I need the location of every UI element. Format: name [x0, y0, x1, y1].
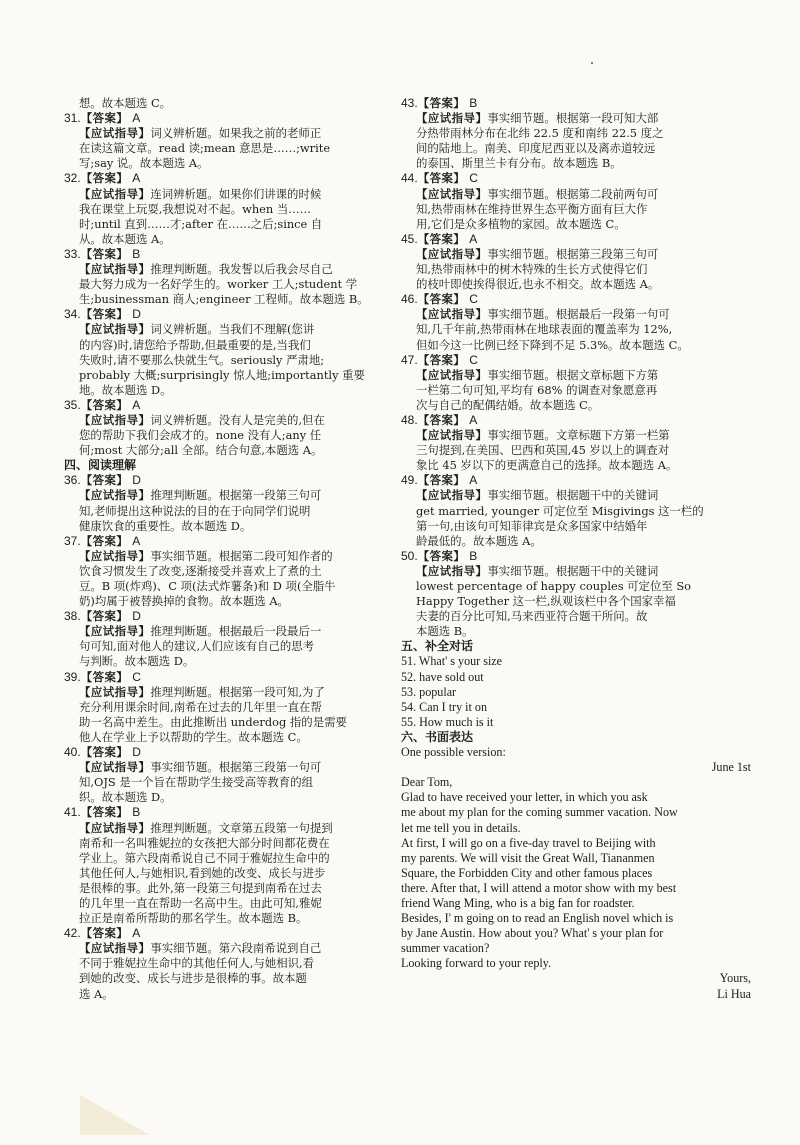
- explanation-text: 本题选 B。: [416, 624, 474, 639]
- explanation-text: 用,它们是众多植物的家园。故本题选 C。: [416, 216, 626, 231]
- explanation-text: 何;most 大部分;all 全部。结合句意,本题选 A。: [79, 443, 323, 458]
- explanation-text: 词义辨析题。如果我之前的老师正: [150, 126, 322, 141]
- explanation-text: 知,热带雨林中的树木特殊的生长方式使得它们: [416, 262, 648, 277]
- answer-label: 【答案】: [417, 412, 466, 427]
- explanation-text: 时;until 直到……才;after 在……之后;since 自: [79, 216, 323, 231]
- explanation-text: 分热带雨林分布在北纬 22.5 度和南纬 22.5 度之: [416, 126, 664, 141]
- essay-line: Besides, I' m going on to read an English novel which is: [401, 911, 674, 926]
- answer-label: 【答案】: [80, 533, 129, 548]
- explanation-text: 最大努力成为一名好学生的。worker 工人;student 学: [79, 277, 358, 292]
- explanation-text: 事实细节题。根据第二段前两句可: [487, 186, 659, 201]
- guide-line: [401, 428, 751, 443]
- explanation-text: 事实细节题。根据第三段第三句可: [487, 246, 659, 261]
- essay-line: friend Wang Ming, who is a big fan for roadster.: [401, 895, 635, 910]
- answer-value: A: [132, 533, 141, 548]
- essay-line: me about my plan for the coming summer vacation. Now: [401, 805, 678, 820]
- answer-value: C: [469, 352, 478, 367]
- explanation-text: 生;businessman 商人;engineer 工程师。故本题选 B。: [79, 292, 369, 307]
- guide-label: 【应试指导】: [79, 186, 151, 201]
- explanation-text: get married, younger 可定位至 Misgivings 这一栏的: [416, 503, 704, 518]
- question-number: 37.: [64, 533, 81, 548]
- answer-label: 【答案】: [417, 96, 466, 110]
- guide-line: [64, 488, 396, 503]
- answer-label: 【答案】: [80, 397, 129, 412]
- explanation-text: 写;say 说。故本题选 A。: [79, 156, 209, 171]
- answer-value: D: [132, 473, 141, 488]
- essay-line: summer vacation?: [401, 941, 490, 956]
- answer-header: [64, 926, 396, 941]
- explanation-text: probably 大概;surprisingly 惊人地;importantly 重要: [79, 367, 365, 382]
- answer-label: 【答案】: [80, 745, 129, 760]
- explanation-text: 您的帮助下我们会成才的。none 没有人;any 任: [79, 428, 322, 443]
- answer-label: 【答案】: [417, 352, 466, 367]
- explanation-text: 其他任何人,与她相识,看到她的改变、成长与进步: [79, 865, 326, 880]
- guide-label: 【应试指导】: [416, 428, 488, 443]
- guide-label: 【应试指导】: [79, 624, 151, 639]
- answer-label: 【答案】: [417, 548, 466, 563]
- explanation-text: 在读这篇文章。read 读;mean 意思是……;write: [79, 141, 331, 156]
- guide-line: [64, 549, 396, 564]
- answer-header: [64, 111, 396, 126]
- answer-value: A: [132, 926, 141, 941]
- explanation-text: 织。故本题选 D。: [79, 790, 172, 805]
- explanation-text: 健康饮食的重要性。故本题选 D。: [79, 518, 252, 533]
- guide-label: 【应试指导】: [79, 262, 151, 277]
- guide-line: [401, 111, 751, 126]
- answer-value: B: [132, 805, 141, 820]
- question-number: 38.: [64, 609, 81, 624]
- answer-header: [64, 247, 396, 262]
- explanation-text: 第一句,由该句可知菲律宾是众多国家中结婚年: [416, 518, 648, 533]
- question-number: 43.: [401, 96, 418, 110]
- guide-line: [64, 624, 396, 639]
- explanation-text: lowest percentage of happy couples 可定位至 So: [416, 579, 692, 593]
- explanation-text: 与判断。故本题选 D。: [79, 654, 195, 669]
- answer-label: 【答案】: [80, 307, 129, 322]
- guide-line: [64, 760, 396, 775]
- explanation-text: 推理判断题。根据最后一段最后一: [150, 624, 322, 639]
- essay-line: my parents. We will visit the Great Wall, Tiananmen: [401, 850, 655, 865]
- guide-line: [64, 262, 396, 277]
- answer-label: 【答案】: [417, 473, 466, 488]
- guide-label: 【应试指导】: [416, 488, 488, 503]
- guide-line: [64, 322, 396, 337]
- guide-label: 【应试指导】: [416, 246, 488, 261]
- answer-value: A: [469, 473, 478, 488]
- explanation-text: 推理判断题。根据第一段第三句可: [150, 488, 322, 503]
- explanation-text: 知,老师提出这种说法的目的在于向同学们说明: [79, 503, 311, 518]
- essay-line: 51. What' s your size: [401, 654, 503, 669]
- answer-value: D: [132, 307, 141, 322]
- explanation-text: 选 A。: [79, 986, 114, 1001]
- explanation-text: 我在课堂上玩耍,我想说对不起。when 当……: [79, 201, 312, 216]
- guide-line: [64, 413, 396, 428]
- guide-label: 【应试指导】: [416, 563, 488, 578]
- guide-line: [64, 821, 396, 836]
- explanation-text: 的几年里一直在帮助一名高中生。由此可知,雅妮: [79, 895, 322, 910]
- explanation-text: 到她的改变、成长与进步是很棒的事。故本题: [79, 971, 307, 986]
- explanation-text: 学业上。第六段南希说自己不同于雅妮拉生命中的: [79, 850, 330, 865]
- question-number: 40.: [64, 745, 81, 760]
- explanation-text: 不同于雅妮拉生命中的其他任何人,与她相识,看: [79, 956, 315, 971]
- section-heading: 四、阅读理解: [64, 458, 137, 473]
- essay-line: Dear Tom,: [401, 775, 453, 790]
- essay-paragraph-start: Glad to have received your letter, in which you ask: [401, 790, 648, 805]
- explanation-text: 饮食习惯发生了改变,逐渐接受并喜欢上了煮的土: [79, 563, 322, 578]
- answer-header: [64, 670, 396, 685]
- answer-header: [401, 473, 751, 488]
- explanation-text: 事实细节题。根据第一段可知大部: [487, 111, 659, 126]
- guide-label: 【应试指导】: [416, 307, 488, 322]
- section-heading: 五、补全对话: [401, 639, 474, 654]
- explanation-text: 豆。B 项(炸鸡)、C 项(法式炸薯条)和 D 项(全脂牛: [79, 579, 336, 593]
- guide-line: [401, 187, 751, 202]
- answer-value: B: [469, 96, 478, 110]
- answer-label: 【答案】: [80, 669, 129, 684]
- explanation-text: 推理判断题。文章第五段第一句提到: [150, 820, 333, 835]
- answer-value: C: [132, 669, 141, 684]
- question-number: 45.: [401, 231, 418, 246]
- explanation-text: Happy Together 这一栏,纵观该栏中各个国家幸福: [416, 594, 676, 609]
- explanation-text: 词义辨析题。当我们不理解(您讲: [150, 322, 315, 337]
- answer-value: D: [132, 609, 141, 624]
- explanation-text: 知,热带雨林在维持世界生态平衡方面有巨大作: [416, 201, 648, 216]
- question-number: 47.: [401, 352, 418, 367]
- explanation-text: 句可知,面对他人的建议,人们应该有自己的思考: [79, 639, 315, 654]
- explanation-text: 想。故本题选 C。: [79, 96, 172, 110]
- essay-paragraph-start: At first, I will go on a five-day travel to Beijing with: [401, 835, 656, 850]
- guide-label: 【应试指导】: [79, 548, 151, 563]
- essay-line: let me tell you in details.: [401, 820, 521, 835]
- explanation-text: 助一名高中差生。由此推断出 underdog 指的是需要: [79, 714, 347, 729]
- answer-label: 【答案】: [80, 171, 129, 186]
- right-column: [401, 96, 751, 1002]
- essay-line: 55. How much is it: [401, 714, 494, 729]
- explanation-text: 夫妻的百分比可知,马来西亚符合题干所问。故: [416, 609, 648, 624]
- explanation-text: 的内容)时,请您给予帮助,但最重要的是,当我们: [79, 337, 311, 352]
- guide-label: 【应试指导】: [79, 488, 151, 503]
- answer-header: [64, 745, 396, 760]
- answer-value: B: [132, 246, 141, 261]
- explanation-text: 的泰国、斯里兰卡有分布。故本题选 B。: [416, 156, 622, 171]
- question-number: 34.: [64, 307, 81, 322]
- answer-label: 【答案】: [80, 609, 129, 624]
- explanation-text: 推理判断题。根据第一段可知,为了: [150, 684, 325, 699]
- guide-label: 【应试指导】: [79, 126, 151, 141]
- essay-line: 53. popular: [401, 684, 457, 699]
- answer-value: D: [132, 745, 141, 760]
- answer-label: 【答案】: [80, 926, 129, 941]
- question-number: 39.: [64, 669, 81, 684]
- essay-right-aligned: June 1st: [711, 760, 751, 775]
- question-number: 41.: [64, 805, 81, 820]
- guide-line: [401, 564, 751, 579]
- explanation-text: 从。故本题选 A。: [79, 231, 171, 246]
- explanation-text: 南希和一名叫雅妮拉的女孩把大部分时间都花费在: [79, 835, 330, 850]
- guide-line: [401, 368, 751, 383]
- left-column: [64, 96, 396, 1002]
- guide-label: 【应试指导】: [79, 820, 151, 835]
- explanation-text: 龄最低的。故本题选 A。: [416, 533, 542, 548]
- answer-label: 【答案】: [80, 111, 129, 126]
- explanation-text: 连词辨析题。如果你们讲课的时候: [150, 186, 322, 201]
- explanation-text: 事实细节题。根据最后一段第一句可: [487, 307, 670, 322]
- page-corner-decoration: [80, 1095, 150, 1135]
- explanation-text: 三句提到,在美国、巴西和英国,45 岁以上的调查对: [416, 443, 670, 458]
- answer-header: [64, 534, 396, 549]
- guide-label: 【应试指导】: [416, 186, 488, 201]
- explanation-text: 次与自己的配偶结婚。故本题选 C。: [416, 397, 600, 412]
- question-number: 33.: [64, 246, 81, 261]
- answer-header: [401, 413, 751, 428]
- answer-value: A: [132, 111, 141, 126]
- question-number: 46.: [401, 292, 418, 307]
- explanation-text: 事实细节题。根据第二段可知作者的: [150, 548, 333, 563]
- essay-line: 54. Can I try it on: [401, 699, 487, 714]
- explanation-text: 知,OJS 是一个旨在帮助学生接受高等教育的组: [79, 775, 313, 790]
- explanation-text: 推理判断题。我发誓以后我会尽自己: [150, 262, 333, 277]
- explanation-text: 事实细节题。文章标题下方第一栏第: [487, 428, 670, 443]
- guide-line: [401, 307, 751, 322]
- explanation-text: 事实细节题。根据文章标题下方第: [487, 367, 659, 382]
- page-speck: [591, 62, 593, 64]
- answer-label: 【答案】: [417, 171, 466, 186]
- explanation-text: 一栏第二句可知,平均有 68% 的调查对象愿意再: [416, 382, 658, 397]
- explanation-text: 事实细节题。第六段南希说到自己: [150, 941, 322, 956]
- guide-label: 【应试指导】: [416, 367, 488, 382]
- answer-value: A: [469, 231, 478, 246]
- guide-line: [64, 941, 396, 956]
- explanation-text: 间的陆地上。南美、印度尼西亚以及离赤道较远: [416, 141, 656, 156]
- answer-label: 【答案】: [417, 231, 466, 246]
- answer-value: A: [469, 412, 478, 427]
- answer-header: [64, 473, 396, 488]
- explanation-text: 词义辨析题。没有人是完美的,但在: [150, 412, 325, 427]
- guide-line: [401, 488, 751, 503]
- question-number: 44.: [401, 171, 418, 186]
- question-number: 31.: [64, 111, 81, 126]
- answer-header: [64, 805, 396, 820]
- answer-value: B: [469, 548, 478, 563]
- answer-header: [64, 307, 396, 322]
- explanation-text: 的枝叶即使挨得很近,也永不相交。故本题选 A。: [416, 277, 660, 292]
- guide-label: 【应试指导】: [416, 111, 488, 126]
- essay-line: 52. have sold out: [401, 669, 484, 684]
- answer-header: [401, 171, 751, 186]
- answer-header: [401, 292, 751, 307]
- essay-line: Square, the Forbidden City and other famous places: [401, 865, 653, 880]
- explanation-text: 奶)均属于被替换掉的食物。故本题选 A。: [79, 594, 289, 609]
- guide-line: [401, 247, 751, 262]
- answer-value: A: [132, 397, 141, 412]
- essay-right-aligned: Yours,: [719, 971, 751, 986]
- answer-label: 【答案】: [80, 473, 129, 488]
- explanation-text: 是很棒的事。此外,第一段第三句提到南希在过去: [79, 880, 322, 895]
- essay-line: One possible version:: [401, 745, 506, 760]
- guide-line: [64, 685, 396, 700]
- answer-header: [64, 171, 396, 186]
- guide-label: 【应试指导】: [79, 412, 151, 427]
- guide-label: 【应试指导】: [79, 322, 151, 337]
- question-number: 48.: [401, 412, 418, 427]
- question-number: 42.: [64, 926, 81, 941]
- question-number: 50.: [401, 548, 418, 563]
- explanation-text: 事实细节题。根据题干中的关键词: [487, 563, 659, 578]
- answer-label: 【答案】: [80, 246, 129, 261]
- explanation-text: 事实细节题。根据题干中的关键词: [487, 488, 659, 503]
- explanation-text: 事实细节题。根据第三段第一句可: [150, 760, 322, 775]
- guide-label: 【应试指导】: [79, 684, 151, 699]
- explanation-text: 拉正是南希所帮助的那名学生。故本题选 B。: [79, 911, 308, 926]
- explanation-text: 充分利用课余时间,南希在过去的几年里一直在帮: [79, 699, 322, 714]
- question-number: 32.: [64, 171, 81, 186]
- explanation-text: 知,几千年前,热带雨林在地球表面的覆盖率为 12%,: [416, 322, 673, 337]
- answer-value: C: [469, 171, 478, 186]
- answer-label: 【答案】: [80, 805, 129, 820]
- explanation-text: 他人在学业上予以帮助的学生。故本题选 C。: [79, 729, 308, 744]
- answer-header: [64, 398, 396, 413]
- explanation-text: 失败时,请不要那么快就生气。seriously 严肃地;: [79, 352, 325, 367]
- section-heading: 六、书面表达: [401, 729, 474, 744]
- answer-header: [64, 609, 396, 624]
- question-number: 35.: [64, 397, 81, 412]
- guide-line: [64, 126, 396, 141]
- answer-value: A: [132, 171, 141, 186]
- guide-line: [64, 187, 396, 202]
- essay-paragraph-start: Looking forward to your reply.: [401, 956, 552, 971]
- essay-right-aligned: Li Hua: [717, 986, 751, 1001]
- guide-label: 【应试指导】: [79, 941, 151, 956]
- explanation-text: 象比 45 岁以下的更满意自己的选择。故本题选 A。: [416, 458, 678, 473]
- answer-header: [401, 232, 751, 247]
- explanation-text: 地。故本题选 D。: [79, 382, 172, 397]
- guide-label: 【应试指导】: [79, 760, 151, 775]
- essay-line: by Jane Austin. How about you? What' s your plan for: [401, 926, 664, 941]
- answer-header: [401, 549, 751, 564]
- answer-label: 【答案】: [417, 292, 466, 307]
- essay-line: there. After that, I will attend a motor show with my best: [401, 880, 677, 895]
- question-number: 49.: [401, 473, 418, 488]
- answer-value: C: [469, 292, 478, 307]
- explanation-text: 但如今这一比例已经下降到不足 5.3%。故本题选 C。: [416, 337, 689, 352]
- question-number: 36.: [64, 473, 81, 488]
- answer-header: [401, 96, 751, 111]
- answer-header: [401, 353, 751, 368]
